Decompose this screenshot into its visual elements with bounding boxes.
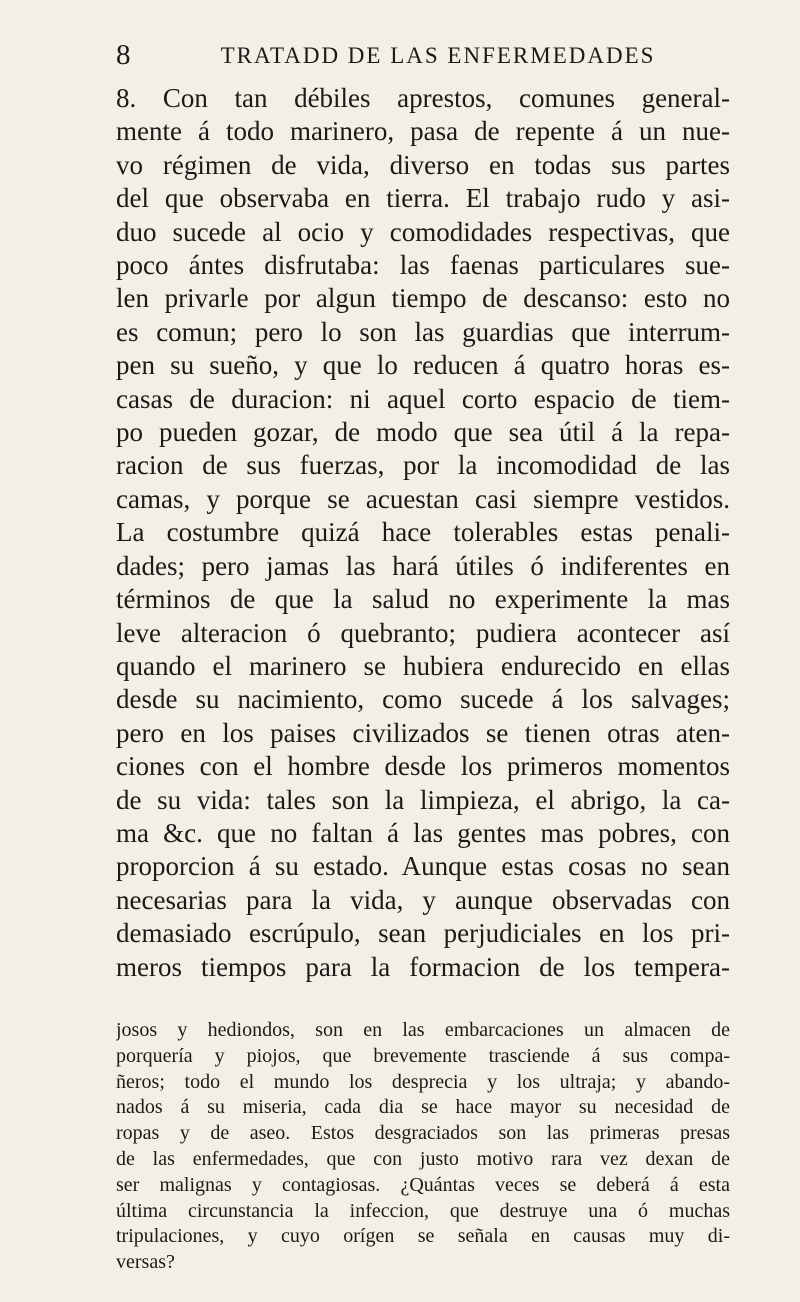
footnote-line: ser malignas y contagiosas. ¿Quántas veces se deberá á esta — [116, 1173, 730, 1196]
footnote-line: nados á su miseria, cada dia se hace mayor su necesidad de — [116, 1096, 730, 1119]
text-line: meros tiempos para la formacion de los tempera- — [116, 951, 730, 982]
footnote-line: ropas y de aseo. Estos desgraciados son las primeras presas — [116, 1122, 730, 1145]
footnote-line: versas? — [116, 1251, 175, 1274]
text-line: desde su nacimiento, como sucede á los salvages; — [116, 684, 730, 715]
text-line: pen su sueño, y que lo reducen á quatro horas es- — [116, 350, 730, 381]
text-line: del que observaba en tierra. El trabajo rudo y asi- — [116, 183, 730, 214]
text-line: poco ántes disfrutaba: las faenas particulares sue- — [116, 250, 730, 281]
text-line: proporcion á su estado. Aunque estas cosas no sean — [116, 851, 730, 882]
page-number: 8 — [116, 39, 131, 71]
footnote-line: porquería y piojos, que brevemente trasciende á sus compa- — [116, 1044, 730, 1067]
text-line: La costumbre quizá hace tolerables estas penali- — [116, 517, 730, 548]
text-line: ma &c. que no faltan á las gentes mas pobres, con — [116, 817, 730, 848]
footnote-line: de las enfermedades, que con justo motivo rara vez dexan de — [116, 1147, 730, 1170]
footnote-line: josos y hediondos, son en las embarcaciones un almacen de — [116, 1018, 730, 1041]
text-line: leve alteracion ó quebranto; pudiera acontecer así — [116, 617, 730, 648]
text-line: casas de duracion: ni aquel corto espacio de tiem- — [116, 383, 730, 414]
text-line: vo régimen de vida, diverso en todas sus partes — [116, 149, 730, 180]
text-line: es comun; pero lo son las guardias que interrum- — [116, 316, 730, 347]
text-line: términos de que la salud no experimente la mas — [116, 584, 730, 615]
text-line: 8. Con tan débiles aprestos, comunes general- — [116, 83, 730, 113]
running-head — [116, 38, 730, 82]
text-line: duo sucede al ocio y comodidades respectivas, que — [116, 216, 730, 247]
main-text — [116, 82, 730, 984]
text-line: pero en los paises civilizados se tienen otras aten- — [116, 717, 730, 748]
footnote-line: última circunstancia la infeccion, que destruye una ó muchas — [116, 1199, 730, 1222]
running-title: TRATADD DE LAS ENFERMEDADES — [220, 43, 656, 68]
footnote — [116, 1018, 730, 1276]
footnote-line: tripulaciones, y cuyo orígen se señala en causas muy di- — [116, 1225, 730, 1248]
text-line: necesarias para la vida, y aunque observadas con — [116, 884, 730, 915]
text-line: de su vida: tales son la limpieza, el abrigo, la ca- — [116, 784, 730, 815]
text-line: len privarle por algun tiempo de descanso: esto no — [116, 283, 730, 314]
footnote-line: ñeros; todo el mundo los desprecia y los ultraja; y abando- — [116, 1070, 730, 1093]
text-line: camas, y porque se acuestan casi siempre vestidos. — [116, 483, 730, 514]
text-line: dades; pero jamas las hará útiles ó indiferentes en — [116, 550, 730, 581]
text-line: racion de sus fuerzas, por la incomodidad de las — [116, 450, 730, 481]
text-line: po pueden gozar, de modo que sea útil á la repa- — [116, 417, 730, 448]
text-line: demasiado escrúpulo, sean perjudiciales en los pri- — [116, 918, 730, 949]
text-line: mente á todo marinero, pasa de repente á un nue- — [116, 116, 730, 147]
text-line: quando el marinero se hubiera endurecido en ellas — [116, 650, 730, 681]
text-line: ciones con el hombre desde los primeros momentos — [116, 751, 730, 782]
